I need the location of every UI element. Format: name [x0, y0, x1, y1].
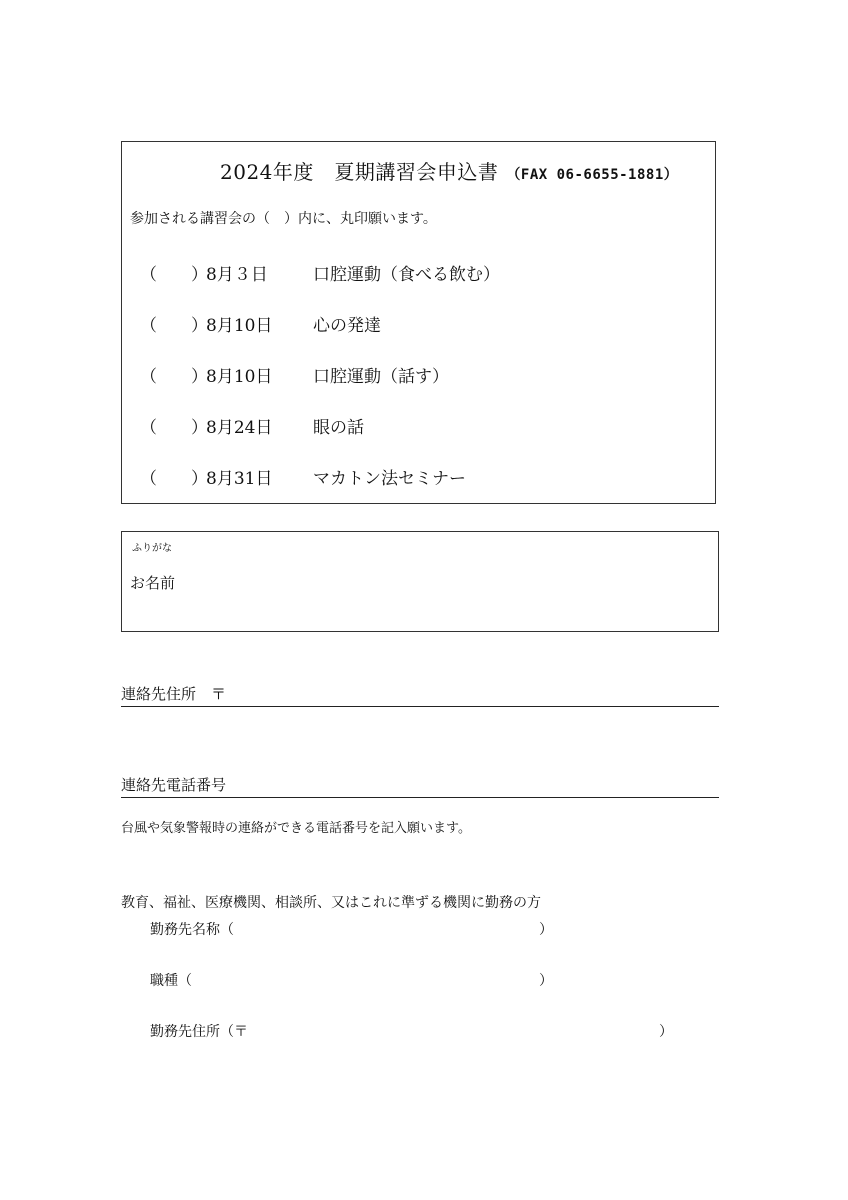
course-row [140, 413, 364, 438]
job-label: 職種（ [150, 973, 192, 989]
course-checkbox[interactable]: （ ） [140, 469, 208, 489]
contact-address-field[interactable] [121, 681, 719, 707]
course-row [140, 311, 381, 336]
title-text: 2024年度 夏期講習会申込書 [220, 160, 499, 184]
course-date: 8月10日 [206, 316, 273, 336]
work-section-heading: 教育、福祉、医療機関、相談所、又はこれに準ずる機関に勤務の方 [121, 895, 541, 911]
course-row [140, 260, 500, 285]
selection-instruction: 参加される講習会の（ ）内に、丸印願います。 [130, 211, 437, 227]
course-name: マカトン法セミナー [313, 469, 466, 489]
course-name: 口腔運動（食べる飲む） [313, 265, 500, 285]
course-name: 眼の話 [313, 418, 364, 438]
workplace-name-label: 勤務先名称（ [150, 922, 234, 938]
workplace-address-label: 勤務先住所（〒 [150, 1024, 248, 1040]
phone-note: 台風や気象警報時の連絡ができる電話番号を記入願います。 [121, 821, 471, 836]
workplace-address-close: ） [659, 1024, 673, 1040]
course-date: 8月24日 [206, 418, 273, 438]
furigana-label: ふりがな [132, 543, 172, 554]
job-close: ） [539, 973, 553, 989]
course-checkbox[interactable]: （ ） [140, 367, 208, 387]
course-date: 8月31日 [206, 469, 273, 489]
contact-phone-label: 連絡先電話番号 [121, 776, 227, 794]
contact-address-label: 連絡先住所 〒 [121, 685, 227, 703]
workplace-name-close: ） [539, 922, 553, 938]
course-checkbox[interactable]: （ ） [140, 418, 208, 438]
course-name: 口腔運動（話す） [313, 367, 449, 387]
name-field[interactable] [121, 531, 719, 632]
course-date: 8月３日 [206, 265, 268, 285]
course-checkbox[interactable]: （ ） [140, 316, 208, 336]
course-checkbox[interactable]: （ ） [140, 265, 208, 285]
contact-phone-field[interactable] [121, 772, 719, 798]
course-name: 心の発達 [313, 316, 381, 336]
course-date: 8月10日 [206, 367, 273, 387]
course-selection-box [121, 141, 716, 504]
fax-number: （FAX 06-6655-1881） [506, 167, 679, 183]
form-title [220, 156, 678, 185]
course-row [140, 362, 449, 387]
name-label: お名前 [130, 574, 176, 592]
course-row [140, 464, 466, 489]
